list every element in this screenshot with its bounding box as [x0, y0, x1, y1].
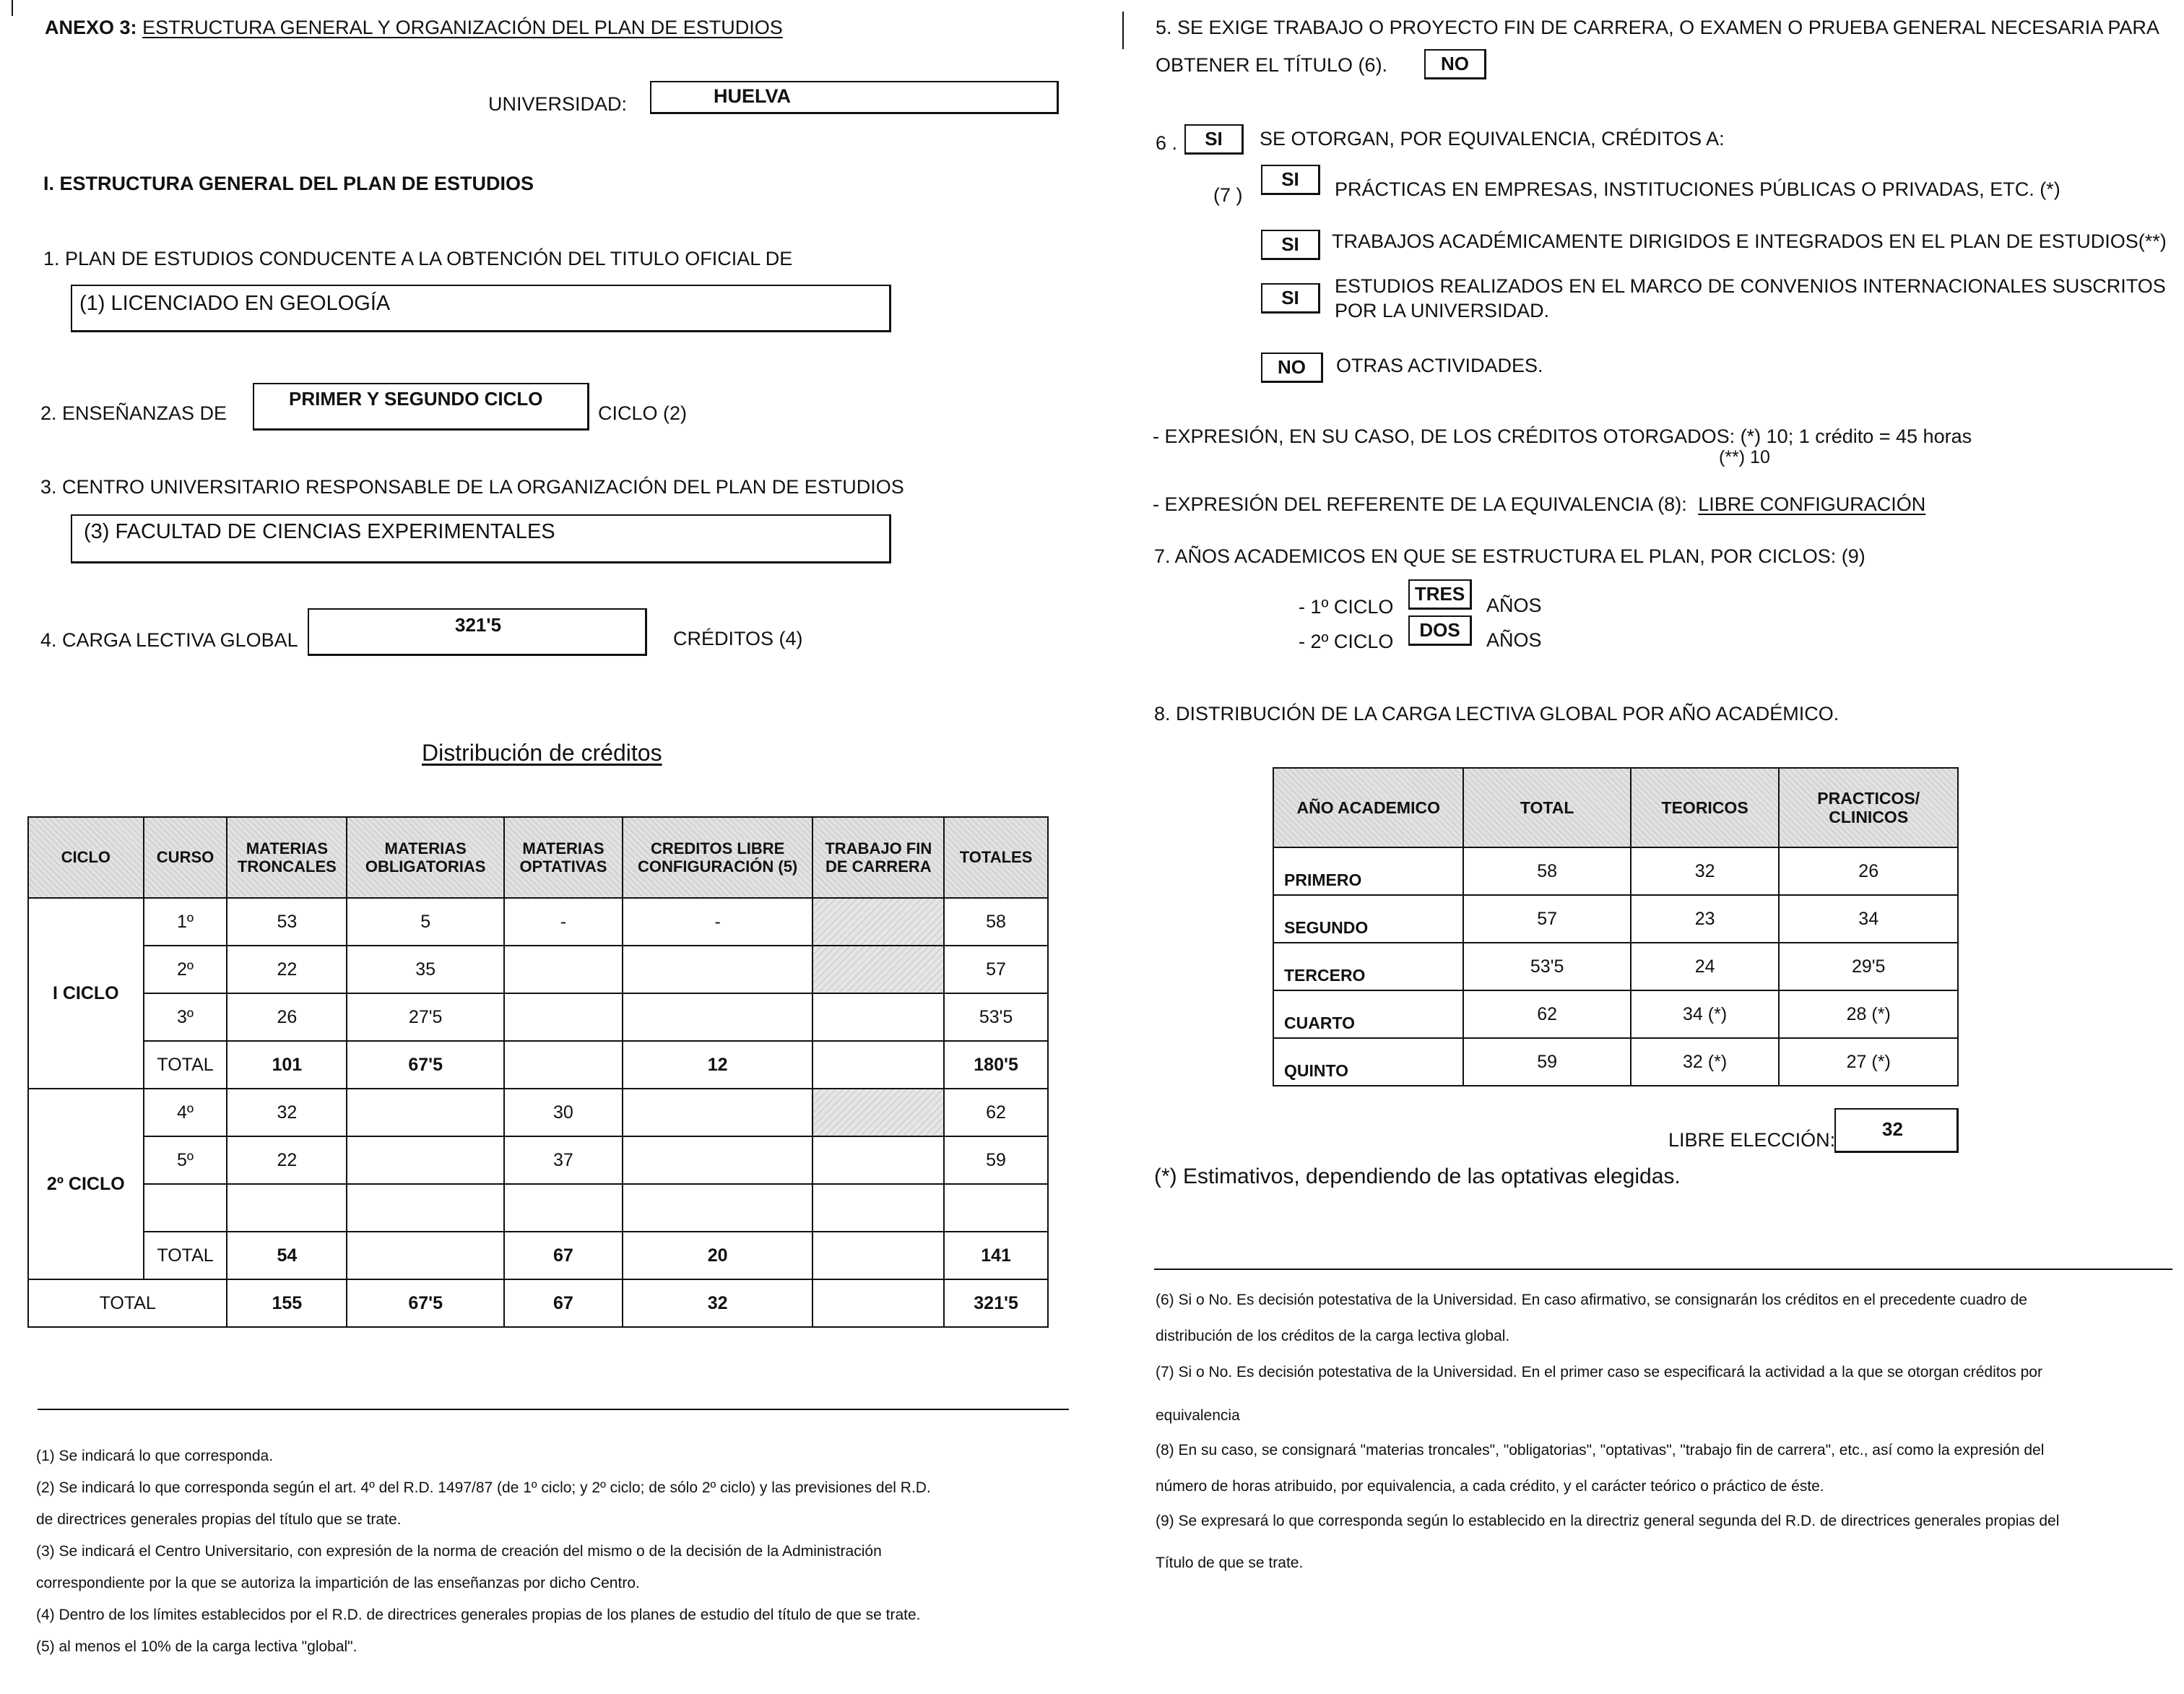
item6-value: SI [1184, 124, 1244, 155]
column-divider-mark [1122, 12, 1124, 49]
cell-curso: 5º [144, 1136, 228, 1184]
cell-total: 58 [1463, 847, 1630, 895]
credits-table [27, 816, 1049, 1328]
cell-total: 59 [1463, 1038, 1630, 1086]
footnote-9: (9) Se expresará lo que corresponda según lo establecido en la directriz general segunda del R.D. de directrices generales propias del [1156, 1513, 2060, 1529]
cell-optativas [504, 946, 623, 993]
expr1: - EXPRESIÓN, EN SU CASO, DE LOS CRÉDITOS OTORGADOS: (*) 10; 1 crédito = 45 horas [1153, 425, 1972, 447]
cell-total: 58 [944, 898, 1048, 946]
cell-practicos: 34 [1779, 895, 1958, 943]
cell-trabajo [812, 1184, 944, 1232]
cell-obligatorias [347, 1136, 504, 1184]
cell-total: 57 [944, 946, 1048, 993]
header-teoricos: TEORICOS [1631, 768, 1780, 847]
cell-troncales: 22 [227, 1136, 347, 1184]
item2-label: 2. ENSEÑANZAS DE [40, 402, 228, 424]
sub4-value: NO [1261, 353, 1323, 383]
footnote-5: (5) al menos el 10% de la carga lectiva "global". [36, 1638, 358, 1655]
libre-value: 32 [1882, 1118, 1903, 1140]
item6-num: 6 . [1156, 132, 1178, 154]
ciclo1-anos: AÑOS [1486, 595, 1542, 616]
header-total: TOTAL [1463, 768, 1630, 847]
section-title: I. ESTRUCTURA GENERAL DEL PLAN DE ESTUDIOS [43, 173, 534, 194]
cell-troncales: 53 [227, 898, 347, 946]
cell-teoricos: 34 (*) [1631, 990, 1780, 1038]
cell-obligatorias: 27'5 [347, 993, 504, 1041]
cell-trabajo [812, 898, 944, 946]
cell-troncales: 32 [227, 1089, 347, 1136]
item5-line1: 5. SE EXIGE TRABAJO O PROYECTO FIN DE CARRERA, O EXAMEN O PRUEBA GENERAL NECESARIA PARA [1156, 17, 2159, 38]
cell-total: 180'5 [944, 1041, 1048, 1089]
cell-trabajo [812, 946, 944, 993]
cell-troncales: 22 [227, 946, 347, 993]
footnote-8: (8) En su caso, se consignará "materias troncales", "obligatorias", "optativas", "trabajo fin de carrera", etc., así como la expresión del [1156, 1442, 2045, 1459]
estimativos-note: (*) Estimativos, dependiendo de las optativas elegidas. [1154, 1164, 1681, 1188]
cell-libre: - [623, 898, 813, 946]
header-practicos: PRACTICOS/ CLINICOS [1779, 768, 1958, 847]
cell-trabajo [812, 1041, 944, 1089]
year-row [1273, 1038, 1958, 1086]
footnote-7b: equivalencia [1156, 1407, 1240, 1424]
sub2-text: TRABAJOS ACADÉMICAMENTE DIRIGIDOS E INTEGRADOS EN EL PLAN DE ESTUDIOS(**) [1332, 230, 2167, 252]
header-anio: AÑO ACADEMICO [1273, 768, 1463, 847]
header-optativas: MATERIAS OPTATIVAS [504, 817, 623, 898]
header-libre: CREDITOS LIBRE CONFIGURACIÓN (5) [623, 817, 813, 898]
cell-troncales: 155 [227, 1279, 347, 1327]
footnote-2: (2) Se indicará lo que corresponda según el art. 4º del R.D. 1497/87 (de 1º ciclo; y 2º ciclo; de sólo 2º ciclo) y las previsiones del R.D. [36, 1479, 931, 1496]
header-totales: TOTALES [944, 817, 1048, 898]
item6-text: SE OTORGAN, POR EQUIVALENCIA, CRÉDITOS A: [1260, 128, 1725, 150]
ciclo2-cell: 2º CICLO [28, 1089, 144, 1279]
year-row [1273, 895, 1958, 943]
cell-total [944, 1184, 1048, 1232]
credits-header-row [28, 817, 1048, 898]
universidad-box [650, 81, 1059, 114]
table-row-total [28, 1232, 1048, 1279]
cell-total: 62 [1463, 990, 1630, 1038]
cell-libre: 32 [623, 1279, 813, 1327]
cell-optativas: 67 [504, 1279, 623, 1327]
table-row-grand-total [28, 1279, 1048, 1327]
ciclo1-label: - 1º CICLO [1299, 596, 1394, 618]
header-troncales: MATERIAS TRONCALES [227, 817, 347, 898]
ciclo2-label: - 2º CICLO [1299, 631, 1394, 652]
item4-label: 4. CARGA LECTIVA GLOBAL [40, 629, 298, 651]
item1-value: (1) LICENCIADO EN GEOLOGÍA [79, 292, 391, 315]
cell-anio: SEGUNDO [1273, 895, 1463, 943]
cell-troncales [227, 1184, 347, 1232]
cell-optativas: - [504, 898, 623, 946]
item3-label: 3. CENTRO UNIVERSITARIO RESPONSABLE DE LA ORGANIZACIÓN DEL PLAN DE ESTUDIOS [40, 476, 904, 498]
cell-curso: TOTAL [144, 1041, 228, 1089]
grand-total-label: TOTAL [28, 1279, 227, 1327]
cell-curso: 2º [144, 946, 228, 993]
item6-sub-num: (7 ) [1213, 184, 1243, 206]
cell-optativas: 30 [504, 1089, 623, 1136]
item2-suffix: CICLO (2) [598, 402, 688, 424]
cell-trabajo [812, 1232, 944, 1279]
footnote-3b: correspondiente por la que se autoriza la impartición de las enseñanzas por dicho Centro. [36, 1575, 640, 1591]
cell-practicos: 26 [1779, 847, 1958, 895]
cell-practicos: 27 (*) [1779, 1038, 1958, 1086]
year-table [1273, 767, 1959, 1086]
footnote-9b: Título de que se trate. [1156, 1555, 1304, 1571]
cell-trabajo [812, 1279, 944, 1327]
item5-value: NO [1424, 49, 1486, 79]
expr2 [1153, 493, 1925, 516]
year-row [1273, 990, 1958, 1038]
cell-obligatorias: 5 [347, 898, 504, 946]
cell-total: 53'5 [944, 993, 1048, 1041]
sub3-value: SI [1261, 283, 1320, 314]
cell-libre: 20 [623, 1232, 813, 1279]
cell-curso: 3º [144, 993, 228, 1041]
distribution-title: Distribución de créditos [422, 740, 662, 766]
cell-total: 59 [944, 1136, 1048, 1184]
footnote-3: (3) Se indicará el Centro Universitario, con expresión de la norma de creación del mismo o de la decisión de la Administración [36, 1543, 882, 1560]
right-footnote-rule [1154, 1269, 2172, 1270]
expr1-b: (**) 10 [1719, 447, 1770, 467]
cell-teoricos: 23 [1631, 895, 1780, 943]
cell-libre [623, 946, 813, 993]
cell-teoricos: 32 (*) [1631, 1038, 1780, 1086]
cell-obligatorias: 67'5 [347, 1041, 504, 1089]
item8: 8. DISTRIBUCIÓN DE LA CARGA LECTIVA GLOBAL POR AÑO ACADÉMICO. [1154, 703, 1840, 725]
expr2-value: LIBRE CONFIGURACIÓN [1698, 493, 1926, 515]
cell-total: 141 [944, 1232, 1048, 1279]
table-row [28, 1089, 1048, 1136]
header-curso: CURSO [144, 817, 228, 898]
sub3-text: ESTUDIOS REALIZADOS EN EL MARCO DE CONVENIOS INTERNACIONALES SUSCRITOS [1335, 275, 2166, 297]
cell-trabajo [812, 993, 944, 1041]
ciclo2-anos: AÑOS [1486, 629, 1542, 651]
cell-teoricos: 32 [1631, 847, 1780, 895]
cell-troncales: 54 [227, 1232, 347, 1279]
table-row-total [28, 1041, 1048, 1089]
cell-optativas [504, 1184, 623, 1232]
item3-value: (3) FACULTAD DE CIENCIAS EXPERIMENTALES [84, 520, 555, 543]
cell-optativas [504, 1041, 623, 1089]
table-row [28, 946, 1048, 993]
cell-total: 62 [944, 1089, 1048, 1136]
header-trabajo: TRABAJO FIN DE CARRERA [812, 817, 944, 898]
year-row [1273, 847, 1958, 895]
left-footnote-rule [38, 1409, 1069, 1410]
cell-anio: QUINTO [1273, 1038, 1463, 1086]
ciclo1-value: TRES [1408, 579, 1472, 610]
cell-obligatorias [347, 1232, 504, 1279]
cell-optativas: 67 [504, 1232, 623, 1279]
cell-total: 53'5 [1463, 943, 1630, 990]
cell-libre [623, 993, 813, 1041]
cell-libre [623, 1089, 813, 1136]
item4-suffix: CRÉDITOS (4) [673, 628, 803, 649]
cell-trabajo [812, 1089, 944, 1136]
cell-anio: PRIMERO [1273, 847, 1463, 895]
footnote-7: (7) Si o No. Es decisión potestativa de la Universidad. En el primer caso se especificará la actividad a la que se otorgan créditos por [1156, 1364, 2042, 1380]
cell-troncales: 101 [227, 1041, 347, 1089]
sub4-text: OTRAS ACTIVIDADES. [1336, 355, 1543, 376]
sub1-value: SI [1261, 165, 1320, 195]
ciclo1-cell: I CICLO [28, 898, 144, 1089]
universidad-label: UNIVERSIDAD: [488, 93, 628, 115]
expr2-label: - EXPRESIÓN DEL REFERENTE DE LA EQUIVALENCIA (8): [1153, 493, 1687, 515]
sub3-text2: POR LA UNIVERSIDAD. [1335, 300, 1550, 321]
header-ciclo: CICLO [28, 817, 144, 898]
anexo-heading: ANEXO 3: ESTRUCTURA GENERAL Y ORGANIZACIÓN DEL PLAN DE ESTUDIOS [45, 17, 783, 38]
footnote-6: (6) Si o No. Es decisión potestativa de la Universidad. En caso afirmativo, se consignarán los créditos en el precedente cuadro de [1156, 1292, 2027, 1308]
footnote-6b: distribución de los créditos de la carga lectiva global. [1156, 1328, 1510, 1344]
footnote-8b: número de horas atribuido, por equivalencia, a cada crédito, y el carácter teórico o práctico de éste. [1156, 1478, 1824, 1495]
cell-anio: CUARTO [1273, 990, 1463, 1038]
cell-anio: TERCERO [1273, 943, 1463, 990]
table-row [28, 898, 1048, 946]
cell-total: 57 [1463, 895, 1630, 943]
cell-obligatorias [347, 1089, 504, 1136]
year-row [1273, 943, 1958, 990]
cell-curso: 1º [144, 898, 228, 946]
year-header-row [1273, 768, 1958, 847]
footnote-2b: de directrices generales propias del título que se trate. [36, 1511, 402, 1528]
footnote-4: (4) Dentro de los límites establecidos por el R.D. de directrices generales propias de los planes de estudio del título de que se trate. [36, 1607, 921, 1623]
item7: 7. AÑOS ACADEMICOS EN QUE SE ESTRUCTURA EL PLAN, POR CICLOS: (9) [1154, 545, 1866, 567]
footnote-1: (1) Se indicará lo que corresponda. [36, 1448, 274, 1464]
cell-teoricos: 24 [1631, 943, 1780, 990]
cell-libre [623, 1184, 813, 1232]
cell-obligatorias [347, 1184, 504, 1232]
cell-obligatorias: 67'5 [347, 1279, 504, 1327]
item5-line2: OBTENER EL TÍTULO (6). [1156, 54, 1388, 76]
cell-optativas: 37 [504, 1136, 623, 1184]
libre-label: LIBRE ELECCIÓN: [1668, 1129, 1836, 1151]
cell-curso [144, 1184, 228, 1232]
cell-troncales: 26 [227, 993, 347, 1041]
margin-mark [12, 0, 13, 16]
sub1-text: PRÁCTICAS EN EMPRESAS, INSTITUCIONES PÚBLICAS O PRIVADAS, ETC. (*) [1335, 178, 2060, 200]
anexo-title: ESTRUCTURA GENERAL Y ORGANIZACIÓN DEL PLAN DE ESTUDIOS [142, 17, 783, 38]
universidad-value: HUELVA [714, 85, 791, 107]
table-row [28, 993, 1048, 1041]
cell-practicos: 28 (*) [1779, 990, 1958, 1038]
cell-curso: 4º [144, 1089, 228, 1136]
item1-label: 1. PLAN DE ESTUDIOS CONDUCENTE A LA OBTENCIÓN DEL TITULO OFICIAL DE [43, 248, 793, 269]
cell-trabajo [812, 1136, 944, 1184]
cell-obligatorias: 35 [347, 946, 504, 993]
sub2-value: SI [1261, 230, 1320, 260]
header-obligatorias: MATERIAS OBLIGATORIAS [347, 817, 504, 898]
anexo-label: ANEXO 3 [45, 17, 131, 38]
item4-value: 321'5 [455, 614, 502, 636]
cell-practicos: 29'5 [1779, 943, 1958, 990]
cell-total: 321'5 [944, 1279, 1048, 1327]
cell-libre: 12 [623, 1041, 813, 1089]
cell-libre [623, 1136, 813, 1184]
table-row-empty [28, 1184, 1048, 1232]
table-row [28, 1136, 1048, 1184]
ciclo2-value: DOS [1408, 615, 1472, 646]
cell-curso: TOTAL [144, 1232, 228, 1279]
item2-value: PRIMER Y SEGUNDO CICLO [289, 388, 543, 410]
cell-optativas [504, 993, 623, 1041]
